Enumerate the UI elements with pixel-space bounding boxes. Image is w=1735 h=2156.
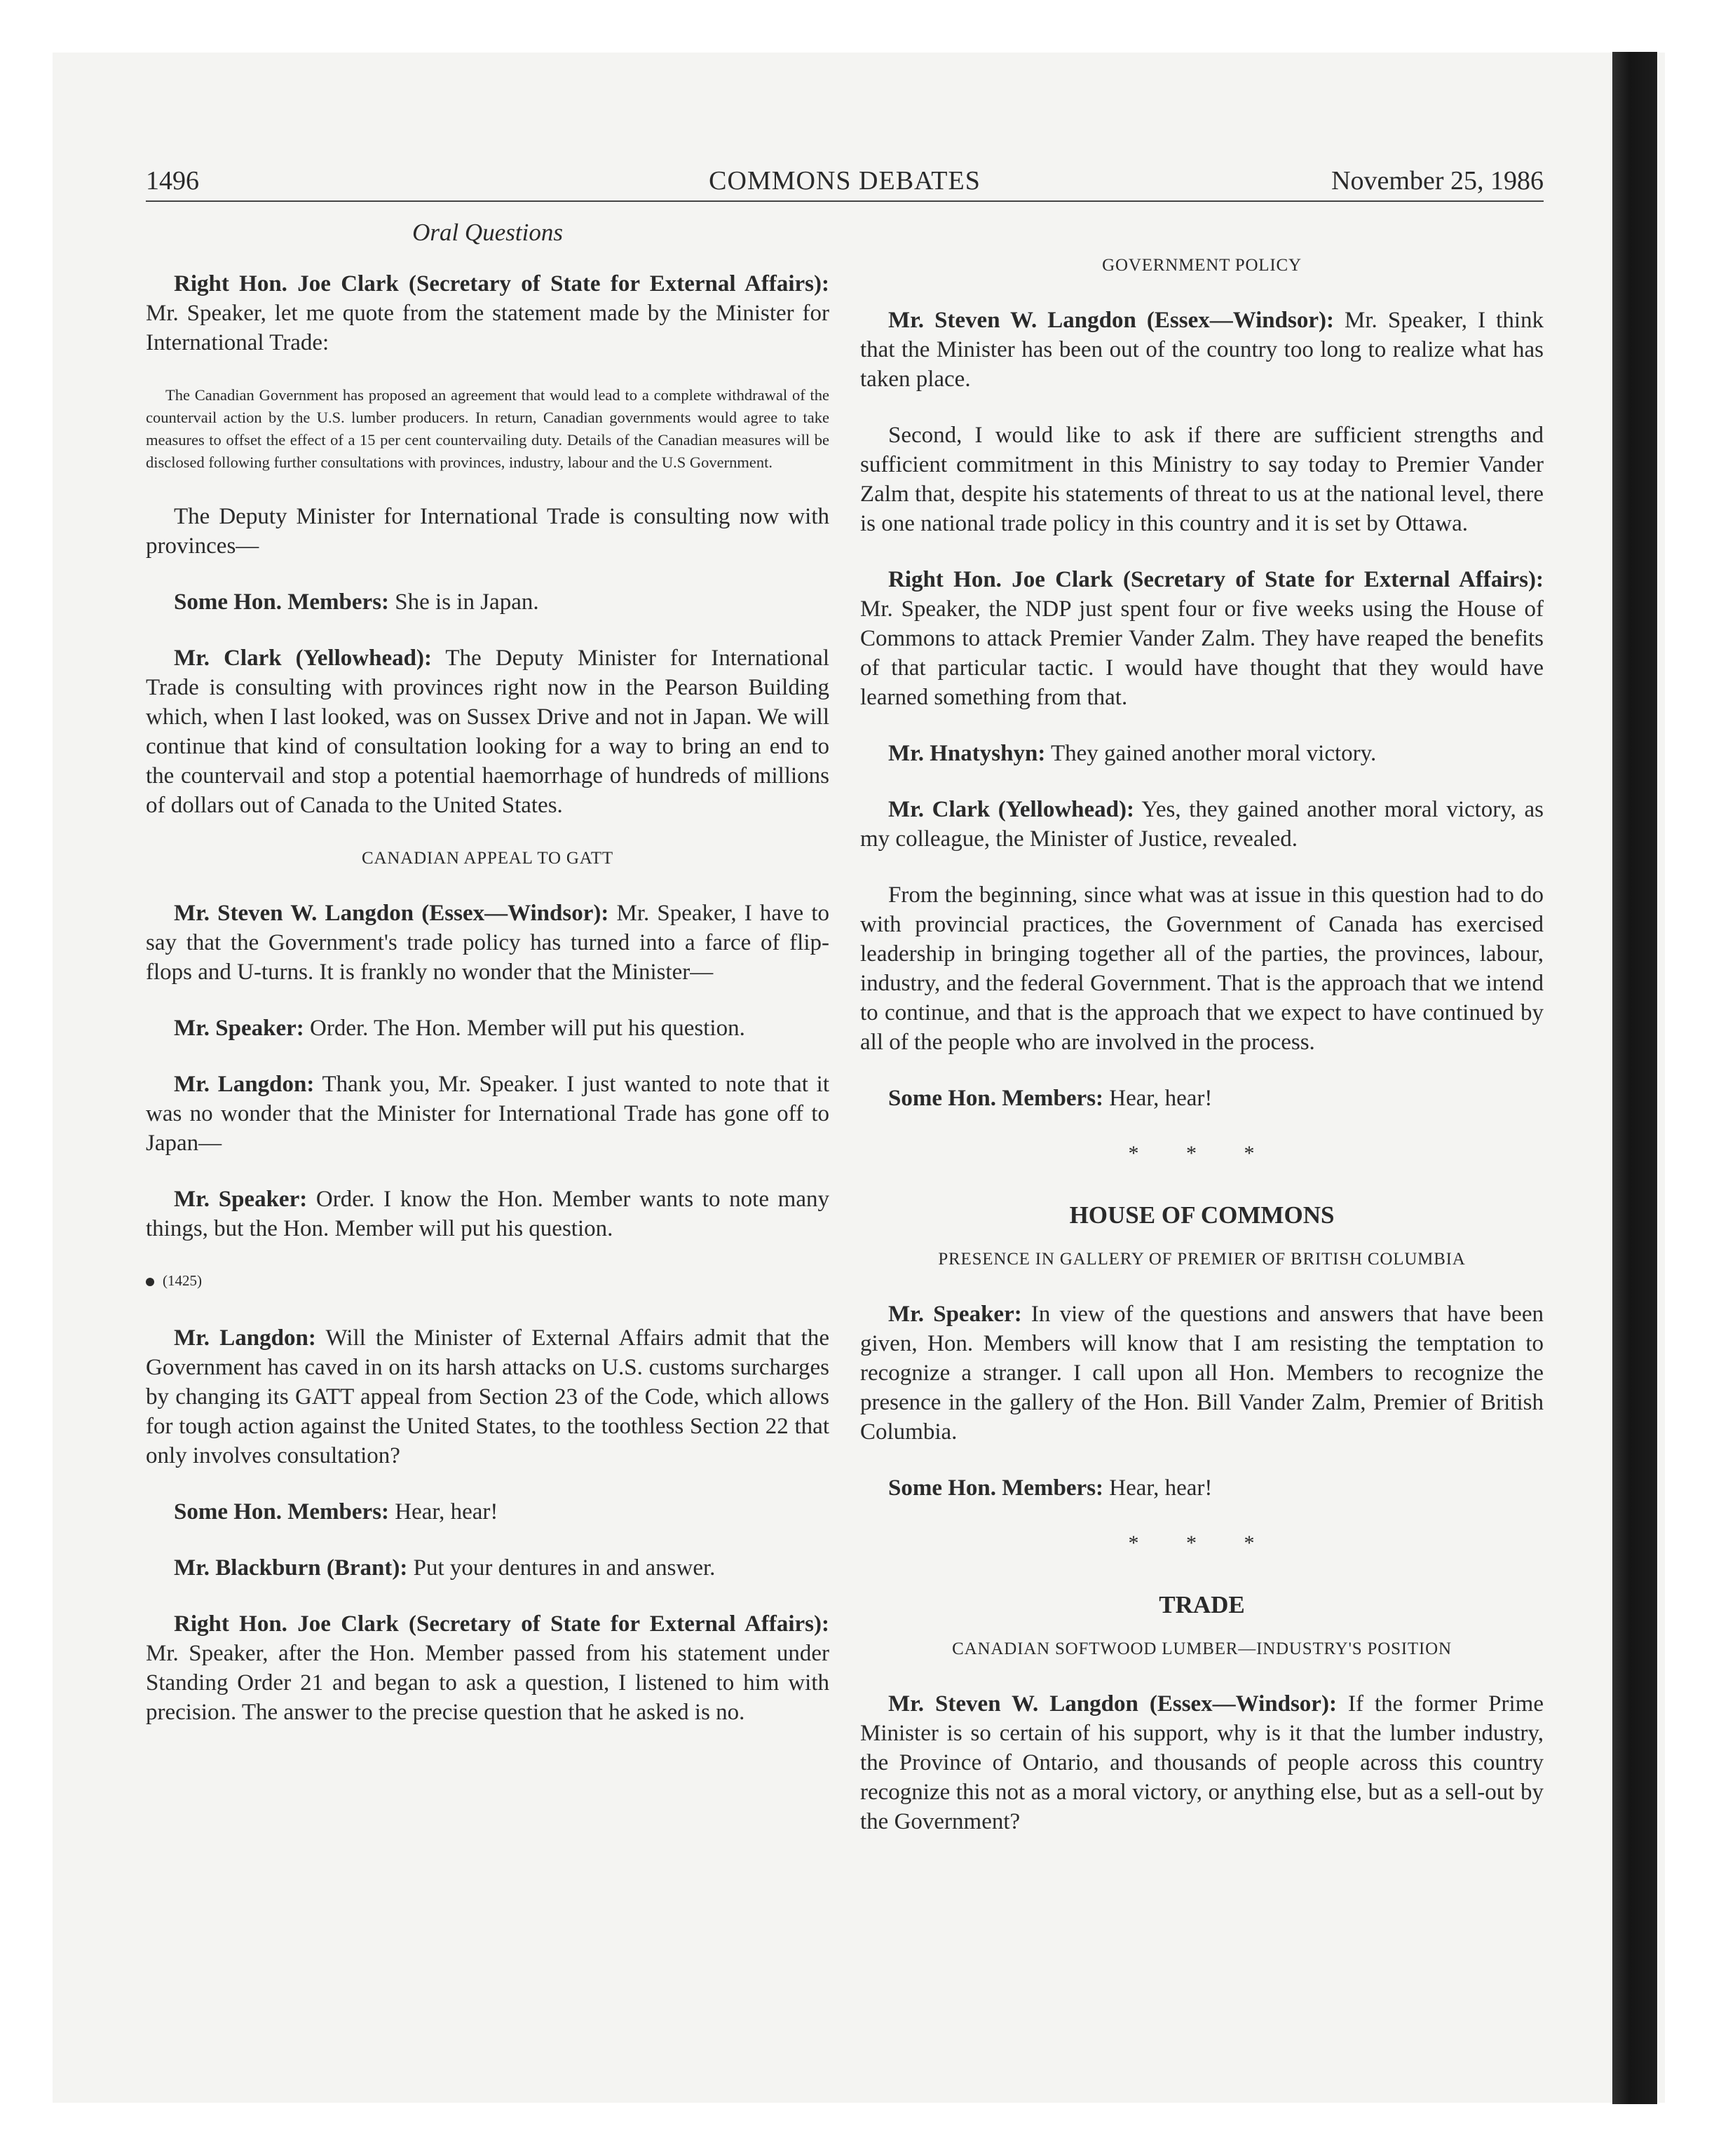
speech-paragraph bbox=[146, 643, 829, 820]
speech-text: Mr. Speaker, the NDP just spent four or five weeks using the House of Commons to attack Premier Vander Zalm. They have reaped the benefits of that particular tactic. I would have thought that they would have learned something from that. bbox=[860, 596, 1544, 710]
speech-paragraph bbox=[860, 306, 1544, 394]
section-divider-stars: * * * bbox=[1128, 1531, 1276, 1555]
block-quote: The Canadian Government has proposed an agreement that would lead to a complete withdrawal of the countervail action by the U.S. lumber producers. In return, Canadian governments would agree to take measures to offset the effect of a 15 per cent countervailing duty. Details of the Canadian measures will be disclosed following further consultations with provinces, industry, labour and the U.S Government. bbox=[146, 386, 829, 471]
speech-text: Order. The Hon. Member will put his question. bbox=[304, 1016, 745, 1041]
speaker-name: Mr. Speaker: bbox=[174, 1016, 304, 1041]
speaker-name: Mr. Blackburn (Brant): bbox=[174, 1555, 408, 1581]
speech-text: Yes, they gained another moral victory, as my colleague, the Minister of Justice, revealed. bbox=[860, 797, 1544, 852]
subheading: CANADIAN SOFTWOOD LUMBER—INDUSTRY'S POSITION bbox=[952, 1639, 1452, 1658]
speech-paragraph bbox=[860, 1473, 1544, 1503]
speech-paragraph: The Deputy Minister for International Trade is consulting now with provinces— bbox=[146, 504, 829, 559]
speech-text: Put your dentures in and answer. bbox=[407, 1555, 716, 1581]
speech-text: Hear, hear! bbox=[1103, 1475, 1213, 1501]
speaker-name: Some Hon. Members: bbox=[174, 1499, 390, 1524]
speech-paragraph bbox=[146, 1609, 829, 1727]
page-binding-edge bbox=[1612, 52, 1657, 2104]
speech-paragraph bbox=[860, 739, 1544, 768]
subheading: CANADIAN APPEAL TO GATT bbox=[362, 849, 613, 868]
speech-text: Mr. Speaker, let me quote from the statement made by the Minister for International Trade: bbox=[146, 301, 829, 355]
speech-text: If the former Prime Minister is so certain of his support, why is it that the lumber industry, the Province of Ontario, and thousands of people across this country recognize this not as a moral victory, or anything else, but as a sell-out by the Government? bbox=[860, 1691, 1544, 1834]
speech-text: Mr. Speaker, I have to say that the Government's trade policy has turned into a farce of flip-flops and U-turns. It is frankly no wonder that the Minister— bbox=[146, 901, 829, 985]
speaker-name: Mr. Langdon: bbox=[174, 1325, 316, 1351]
speech-paragraph bbox=[860, 1689, 1544, 1836]
subheading: GOVERNMENT POLICY bbox=[1102, 256, 1302, 275]
speech-text: Mr. Speaker, I think that the Minister has been out of the country too long to realize what has taken place. bbox=[860, 308, 1544, 392]
section-heading: TRADE bbox=[1159, 1591, 1245, 1618]
speech-text: Mr. Speaker, after the Hon. Member passed from his statement under Standing Order 21 and began to ask a question, I listened to him with precision. The answer to the precise question that he asked is no. bbox=[146, 1641, 829, 1725]
left-column bbox=[146, 217, 829, 1754]
speech-paragraph bbox=[146, 1185, 829, 1243]
speaker-name: Mr. Clark (Yellowhead): bbox=[174, 646, 432, 671]
speech-paragraph bbox=[146, 1070, 829, 1158]
speaker-name: Mr. Langdon: bbox=[174, 1072, 315, 1097]
subheading: PRESENCE IN GALLERY OF PREMIER OF BRITISH COLUMBIA bbox=[938, 1250, 1466, 1269]
right-column bbox=[860, 254, 1544, 1863]
speaker-name: Mr. Steven W. Langdon (Essex—Windsor): bbox=[888, 308, 1334, 333]
speaker-name: Right Hon. Joe Clark (Secretary of State for External Affairs): bbox=[888, 567, 1544, 592]
speech-paragraph bbox=[860, 565, 1544, 712]
speech-text: She is in Japan. bbox=[389, 589, 539, 615]
speech-text: The Deputy Minister for International Trade is consulting with provinces right now in the Pearson Building which, when I last looked, was on Sussex Drive and not in Japan. We will continue that kind of consultation looking for a way to bring an end to the countervail and stop a potential haemorrhage of hundreds of millions of dollars out of Canada to the United States. bbox=[146, 646, 829, 818]
speaker-name: Some Hon. Members: bbox=[174, 589, 390, 615]
speech-paragraph bbox=[146, 899, 829, 987]
speaker-name: Some Hon. Members: bbox=[888, 1475, 1104, 1501]
time-marker bbox=[146, 1270, 829, 1291]
speaker-name: Right Hon. Joe Clark (Secretary of State for External Affairs): bbox=[174, 1611, 829, 1637]
speech-text: In view of the questions and answers that have been given, Hon. Members will know that I am resisting the temptation to recognize a stranger. I call upon all Hon. Members to recognize the presence in the gallery of the Hon. Bill Vander Zalm, Premier of British Columbia. bbox=[860, 1302, 1544, 1445]
speech-paragraph bbox=[146, 587, 829, 617]
speech-text: Hear, hear! bbox=[389, 1499, 498, 1524]
speech-paragraph bbox=[146, 269, 829, 357]
speaker-name: Mr. Hnatyshyn: bbox=[888, 741, 1046, 766]
speech-paragraph: From the beginning, since what was at issue in this question had to do with provincial practices, the Government of Canada has exercised leadership in bringing together all of the parties, the provinces, labour, industry, and the federal Government. That is the approach that we intend to continue, and that is the approach that we expect to have continued by all of the people who are involved in the process. bbox=[860, 882, 1544, 1055]
speaker-name: Mr. Speaker: bbox=[888, 1302, 1022, 1327]
speech-paragraph bbox=[146, 1323, 829, 1471]
speech-paragraph bbox=[146, 1553, 829, 1583]
speech-paragraph bbox=[146, 1497, 829, 1527]
section-label: Oral Questions bbox=[412, 219, 563, 246]
speaker-name: Mr. Steven W. Langdon (Essex—Windsor): bbox=[888, 1691, 1337, 1717]
speaker-name: Mr. Clark (Yellowhead): bbox=[888, 797, 1135, 822]
section-heading: HOUSE OF COMMONS bbox=[1069, 1201, 1335, 1229]
speaker-name: Right Hon. Joe Clark (Secretary of State for External Affairs): bbox=[174, 271, 829, 296]
publication-date: November 25, 1986 bbox=[1331, 166, 1544, 196]
speech-paragraph bbox=[860, 795, 1544, 854]
section-divider-stars: * * * bbox=[1128, 1142, 1276, 1165]
speech-text: Will the Minister of External Affairs admit that the Government has caved in on its harsh attacks on U.S. customs surcharges by changing its GATT appeal from Section 23 of the Code, which allows for tough action against the United States, to the toothless Section 22 that only involves consultation? bbox=[146, 1325, 830, 1468]
speech-paragraph bbox=[860, 1299, 1544, 1447]
speech-paragraph bbox=[860, 1084, 1544, 1113]
speech-paragraph: Second, I would like to ask if there are sufficient strengths and sufficient commitment in this Ministry to say today to Premier Vander Zalm that, despite his statements of threat to us at the national level, there is one national trade policy in this country and it is set by Ottawa. bbox=[860, 423, 1544, 536]
speaker-name: Some Hon. Members: bbox=[888, 1086, 1104, 1111]
bullet-dot-icon bbox=[146, 1278, 154, 1286]
speaker-name: Mr. Speaker: bbox=[174, 1187, 308, 1212]
speech-paragraph bbox=[146, 1014, 829, 1043]
time-marker-text: (1425) bbox=[163, 1272, 202, 1289]
page-number: 1496 bbox=[146, 166, 199, 196]
speech-text: Hear, hear! bbox=[1103, 1086, 1213, 1111]
speech-text: Order. I know the Hon. Member wants to note many things, but the Hon. Member will put his question. bbox=[146, 1187, 829, 1241]
publication-title: COMMONS DEBATES bbox=[709, 166, 981, 196]
page-header bbox=[146, 167, 1544, 202]
speech-text: Thank you, Mr. Speaker. I just wanted to note that it was no wonder that the Minister for International Trade has gone off to Japan— bbox=[146, 1072, 829, 1156]
speaker-name: Mr. Steven W. Langdon (Essex—Windsor): bbox=[174, 901, 609, 926]
speech-text: They gained another moral victory. bbox=[1045, 741, 1377, 766]
